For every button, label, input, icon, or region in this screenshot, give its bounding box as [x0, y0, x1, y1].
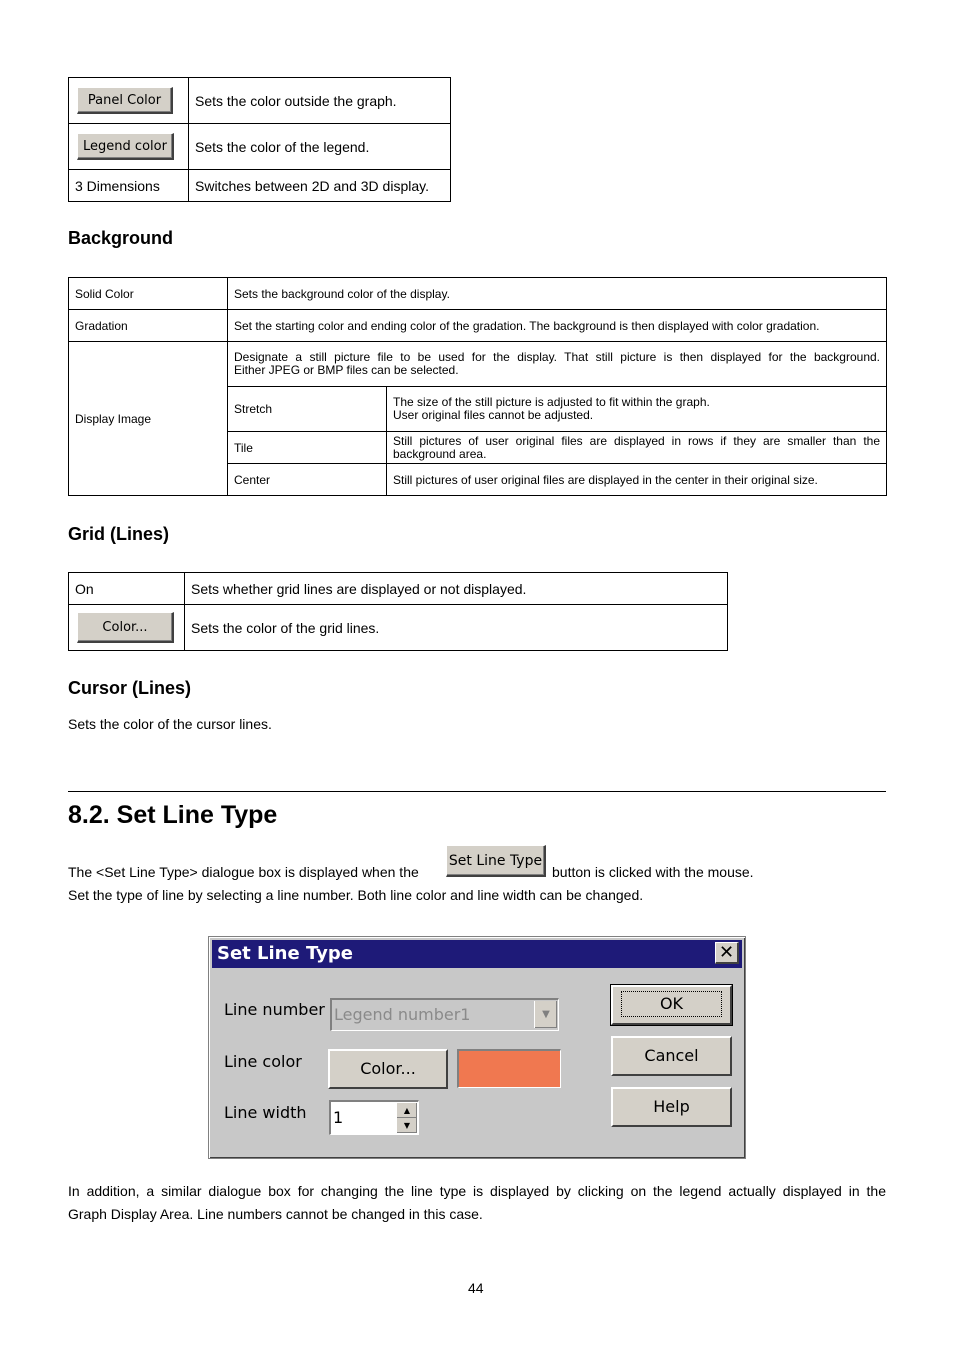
intro-before: The <Set Line Type> dialogue box is displayed when the — [68, 864, 419, 880]
grid-table — [68, 572, 728, 651]
set-line-type-dialog — [208, 936, 746, 1159]
footer-para-line-1: In addition, a similar dialogue box for changing the line type is displayed by clicking on the legend actually displayed in the — [68, 1183, 886, 1199]
display-image-desc-line-2: Either JPEG or BMP files can be selected. — [234, 363, 459, 377]
legend-color-button[interactable]: Legend color — [77, 133, 174, 160]
stretch-desc — [387, 387, 887, 432]
set-line-type-button[interactable]: Set Line Type — [446, 845, 546, 877]
grid-color-cell — [69, 605, 185, 651]
tile-desc — [387, 432, 887, 464]
display-image-desc-line-1: Designate a still picture file to be used for the display. That still picture is then displayed for the background. — [234, 350, 880, 364]
line-number-value: Legend number1 — [334, 1005, 471, 1024]
panel-color-desc: Sets the color outside the graph. — [189, 78, 451, 124]
line-number-label: Line number — [224, 1000, 325, 1019]
background-table — [68, 277, 887, 496]
spin-up-icon[interactable]: ▲ — [396, 1103, 417, 1118]
chevron-down-icon[interactable]: ▼ — [534, 1001, 557, 1028]
line-number-select[interactable] — [330, 998, 559, 1031]
stretch-label: Stretch — [228, 387, 387, 432]
gradation-label: Gradation — [69, 310, 228, 342]
footer-para-line-2: Graph Display Area. Line numbers cannot be changed in this case. — [68, 1206, 483, 1222]
close-icon[interactable]: ✕ — [715, 942, 739, 964]
grid-color-desc: Sets the color of the grid lines. — [185, 605, 728, 651]
ok-button[interactable] — [611, 985, 732, 1025]
panel-color-cell — [69, 78, 189, 124]
grid-heading: Grid (Lines) — [68, 524, 170, 544]
stretch-desc-line-1: The size of the still picture is adjusted to fit within the graph. — [393, 395, 710, 409]
grid-color-button[interactable]: Color... — [77, 612, 174, 643]
line-width-value: 1 — [333, 1108, 344, 1127]
line-color-label: Line color — [224, 1052, 302, 1071]
three-dimensions-label: 3 Dimensions — [69, 170, 189, 202]
center-label: Center — [228, 464, 387, 496]
section-title: 8.2. Set Line Type — [68, 801, 278, 829]
panel-color-button[interactable]: Panel Color — [77, 87, 173, 114]
intro-line-2: Set the type of line by selecting a line number. Both line color and line width can be changed. — [68, 887, 644, 903]
background-heading: Background — [68, 228, 174, 248]
solid-color-desc: Sets the background color of the display. — [228, 278, 887, 310]
solid-color-label: Solid Color — [69, 278, 228, 310]
display-image-desc — [228, 342, 887, 387]
cursor-desc: Sets the color of the cursor lines. — [68, 716, 272, 732]
line-color-swatch — [457, 1049, 561, 1088]
page-number: 44 — [468, 1280, 484, 1296]
grid-on-desc: Sets whether grid lines are displayed or not displayed. — [185, 573, 728, 605]
line-width-label: Line width — [224, 1103, 307, 1122]
cancel-button[interactable]: Cancel — [611, 1036, 732, 1076]
display-image-label: Display Image — [69, 342, 228, 496]
section-divider — [68, 791, 886, 792]
line-width-spinner[interactable] — [329, 1100, 419, 1135]
tile-label: Tile — [228, 432, 387, 464]
grid-on-label: On — [69, 573, 185, 605]
dialog-title: Set Line Type — [217, 943, 353, 964]
spin-down-icon[interactable]: ▼ — [396, 1118, 417, 1133]
gradation-desc: Set the starting color and ending color of the gradation. The background is then displayed with color gradation. — [228, 310, 887, 342]
line-color-button[interactable]: Color... — [328, 1049, 448, 1089]
tile-desc-line-1: Still pictures of user original files are displayed in rows if they are smaller than the — [393, 433, 880, 448]
cursor-heading: Cursor (Lines) — [68, 678, 192, 698]
dialog-title-bar — [212, 940, 742, 968]
legend-color-cell — [69, 124, 189, 170]
three-dimensions-desc: Switches between 2D and 3D display. — [189, 170, 451, 202]
top-settings-table — [68, 77, 451, 202]
ok-label: OK — [621, 991, 722, 1017]
tile-desc-line-2: background area. — [393, 446, 487, 461]
legend-color-desc: Sets the color of the legend. — [189, 124, 451, 170]
center-desc: Still pictures of user original files are displayed in the center in their original size. — [387, 464, 887, 496]
stretch-desc-line-2: User original files cannot be adjusted. — [393, 408, 594, 422]
intro-after: button is clicked with the mouse. — [552, 864, 754, 880]
help-button[interactable]: Help — [611, 1087, 732, 1127]
